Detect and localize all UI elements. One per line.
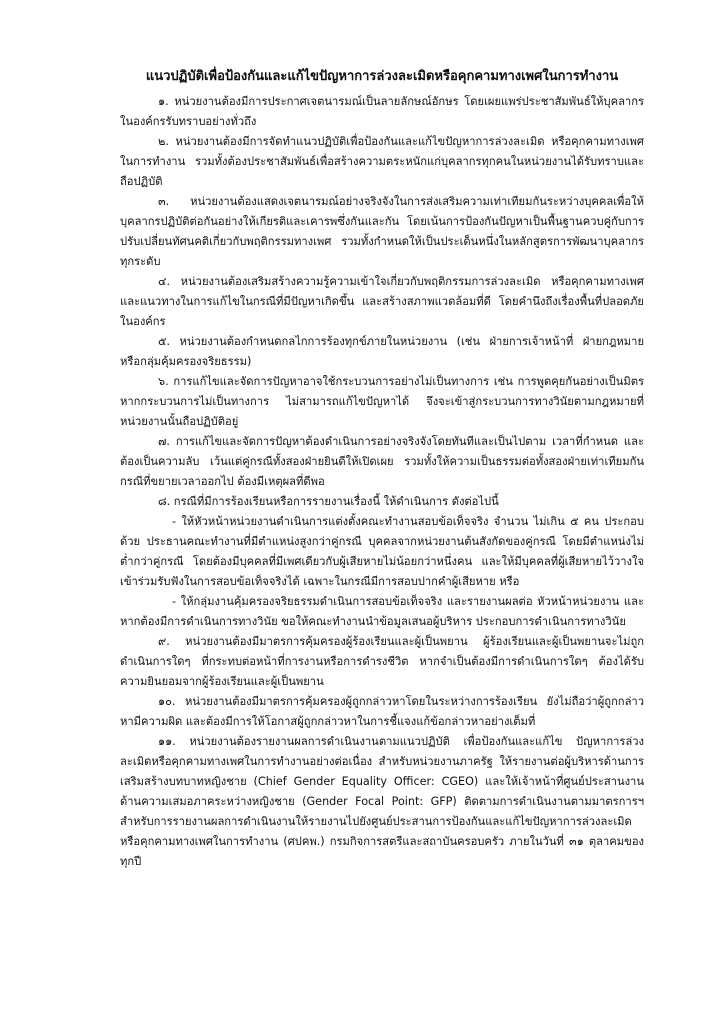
- guideline-subitem-1: - ให้หัวหน้าหน่วยงานดำเนินการแต่งตั้งคณะทำงานสอบข้อเท็จจริง จำนวน ไม่เกิน ๕ คน ประกอบด้วย ประธานคณะทำงานที่มีตำแหน่งสูงกว่าคู่กรณี บุคคลจากหน่วยงานต้นสังกัดของคู่กรณี โดยมีตำแหน่งไม่ต่ำกว่าคู่กรณี โดยต้องมีบุคคลที่มีเพศเดียวกับผู้เสียหายไม่น้อยกว่าหนึ่งคน และให้มีบุคคลที่ผู้เสียหายไว้วางใจเข้าร่วมรับฟังในการสอบข้อเท็จจริงได้ เฉพาะในกรณีมีการสอบปากคำผู้เสียหาย หรือ: [120, 515, 644, 588]
- guideline-item-2: ๒. หน่วยงานต้องมีการจัดทำแนวปฏิบัติเพื่อป้องกันและแก้ไขปัญหาการล่วงละเมิด หรือคุกคามทางเพศในการทำงาน รวมทั้งต้องประชาสัมพันธ์เพื่อสร้างความตระหนักแก่บุคลากรทุกคนในหน่วยงานได้รับทราบและถือปฏิบัติ: [120, 135, 644, 188]
- guideline-item-3: ๓. หน่วยงานต้องแสดงเจตนารมณ์อย่างจริงจังในการส่งเสริมความเท่าเทียมกันระหว่างบุคคลเพื่อให้บุคลากรปฏิบัติต่อกันอย่างให้เกียรติและเคารพซึ่งกันและกัน โดยเน้นการป้องกันปัญหาเป็นพื้นฐานควบคู่กับการปรับเปลี่ยนทัศนคติเกี่ยวกับพฤติกรรมทางเพศ รวมทั้งกำหนดให้เป็นประเด็นหนึ่งในหลักสูตรการพัฒนาบุคลากรทุกระดับ: [120, 195, 644, 268]
- guideline-item-4: ๔. หน่วยงานต้องเสริมสร้างความรู้ความเข้าใจเกี่ยวกับพฤติกรรมการล่วงละเมิด หรือคุกคามทางเพศ และแนวทางในการแก้ไขในกรณีที่มีปัญหาเกิดขึ้น และสร้างสภาพแวดล้อมที่ดี โดยคำนึงถึงเรื่องพื้นที่ปลอดภัยในองค์กร: [120, 275, 644, 328]
- document-title: แนวปฏิบัติเพื่อป้องกันและแก้ไขปัญหาการล่วงละเมิดหรือคุกคามทางเพศในการทำงาน: [145, 69, 619, 84]
- guideline-subitem-2: - ให้กลุ่มงานคุ้มครองจริยธรรมดำเนินการสอบข้อเท็จจริง และรายงานผลต่อ หัวหน้าหน่วยงาน และหากต้องมีการดำเนินการทางวินัย ขอให้คณะทำงานนำข้อมูลเสนอผู้บริหาร ประกอบการดำเนินการทางวินัย: [120, 595, 644, 628]
- guideline-item-1: ๑. หน่วยงานต้องมีการประกาศเจตนารมณ์เป็นลายลักษณ์อักษร โดยเผยแพร่ประชาสัมพันธ์ให้บุคลากรในองค์กรรับทราบอย่างทั่วถึง: [120, 95, 644, 128]
- guideline-item-6: ๖. การแก้ไขและจัดการปัญหาอาจใช้กระบวนการอย่างไม่เป็นทางการ เช่น การพูดคุยกันอย่างเป็นมิตร หากกระบวนการไม่เป็นทางการ ไม่สามารถแก้ไขปัญหาได้ จึงจะเข้าสู่กระบวนการทางวินัยตามกฎหมายที่หน่วยงานนั้นถือปฏิบัติอยู่: [120, 375, 644, 428]
- guideline-item-10: ๑๐. หน่วยงานต้องมีมาตรการคุ้มครองผู้ถูกกล่าวหาโดยในระหว่างการร้องเรียน ยังไม่ถือว่าผู้ถูกกล่าวหามีความผิด และต้องมีการให้โอกาสผู้ถูกกล่าวหาในการชี้แจงแก้ข้อกล่าวหาอย่างเต็มที่: [120, 695, 644, 728]
- guideline-item-5: ๕. หน่วยงานต้องกำหนดกลไกการร้องทุกข์ภายในหน่วยงาน (เช่น ฝ่ายการเจ้าหน้าที่ ฝ่ายกฎหมาย หรือกลุ่มคุ้มครองจริยธรรม): [120, 335, 644, 368]
- document-page: [120, 66, 644, 872]
- guideline-item-8: ๘. กรณีที่มีการร้องเรียนหรือการรายงานเรื่องนี้ ให้ดำเนินการ ดังต่อไปนี้: [158, 495, 499, 508]
- guideline-item-7: ๗. การแก้ไขและจัดการปัญหาต้องดำเนินการอย่างจริงจังโดยทันทีและเป็นไปตาม เวลาที่กำหนด และต้องเป็นความลับ เว้นแต่คู่กรณีทั้งสองฝ่ายยินดีให้เปิดเผย รวมทั้งให้ความเป็นธรรมต่อทั้งสองฝ่ายเท่าเทียมกัน กรณีที่ขยายเวลาออกไป ต้องมีเหตุผลที่ดีพอ: [120, 435, 644, 488]
- guideline-item-9: ๙. หน่วยงานต้องมีมาตรการคุ้มครองผู้ร้องเรียนและผู้เป็นพยาน ผู้ร้องเรียนและผู้เป็นพยานจะไม่ถูกดำเนินการใดๆ ที่กระทบต่อหน้าที่การงานหรือการดำรงชีวิต หากจำเป็นต้องมีการดำเนินการใดๆ ต้องได้รับความยินยอมจากผู้ร้องเรียนและผู้เป็นพยาน: [120, 635, 644, 688]
- guideline-item-11: ๑๑. หน่วยงานต้องรายงานผลการดำเนินงานตามแนวปฏิบัติ เพื่อป้องกันและแก้ไข ปัญหาการล่วงละเมิดหรือคุกคามทางเพศในการทำงานอย่างต่อเนื่อง สำหรับหน่วยงานภาครัฐ ให้รายงานต่อผู้บริหารด้านการเสริมสร้างบทบาทหญิงชาย (Chief Gender Equality Officer: CGEO) และให้เจ้าหน้าที่ศูนย์ประสานงานด้านความเสมอภาคระหว่างหญิงชาย (Gender Focal Point: GFP) ติดตามการดำเนินงานตามมาตรการฯ สำหรับการรายงานผลการดำเนินงานให้รายงานไปยังศูนย์ประสานการป้องกันและแก้ไขปัญหาการล่วงละเมิดหรือคุกคามทางเพศในการทำงาน (ศปคพ.) กรมกิจการสตรีและสถาบันครอบครัว ภายในวันที่ ๓๑ ตุลาคมของทุกปี: [120, 735, 644, 868]
